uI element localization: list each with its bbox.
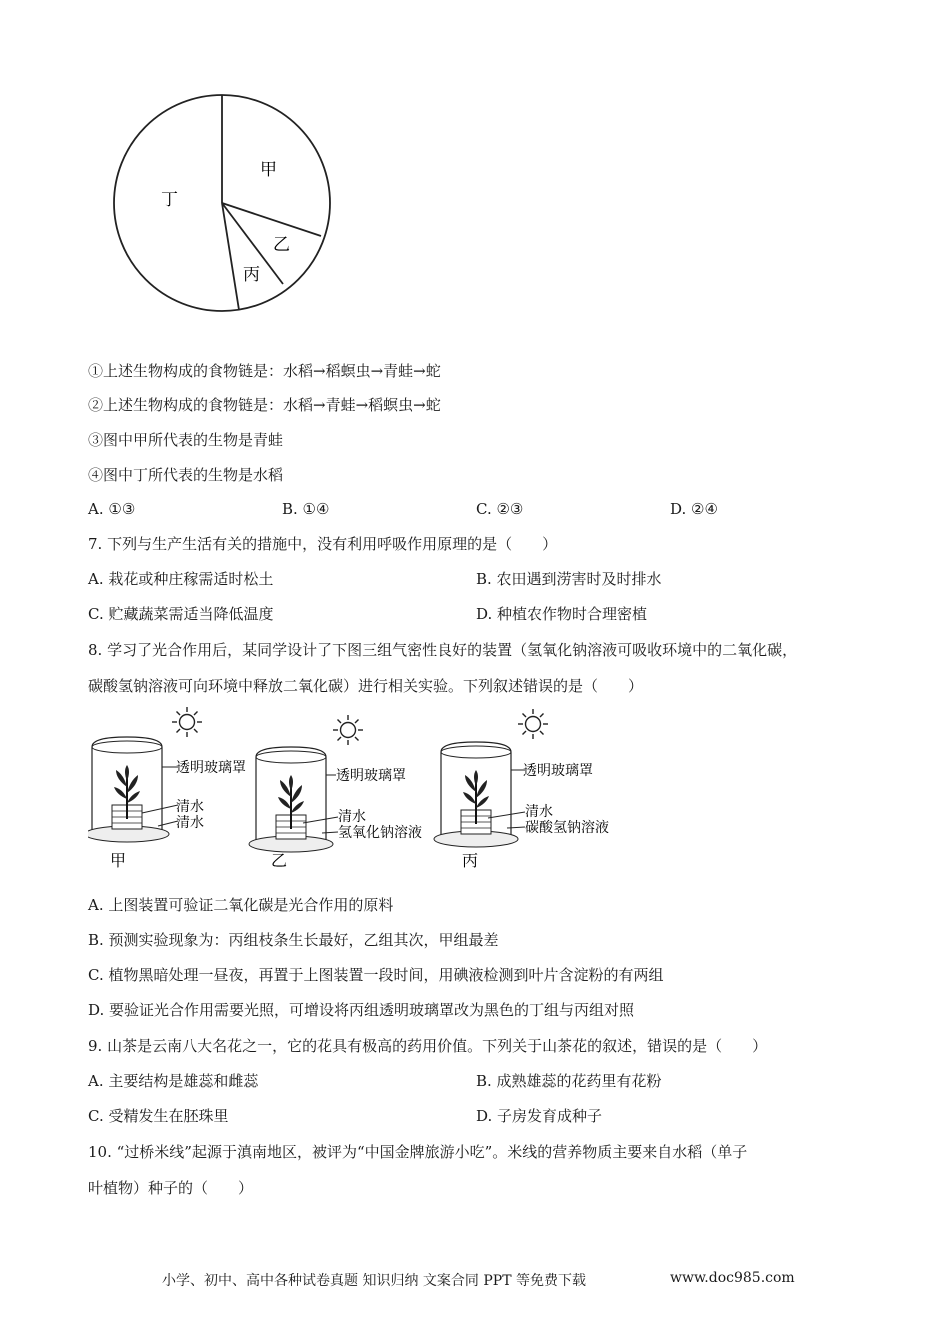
- q9-option-a: A. 主要结构是雄蕊和雌蕊: [88, 1072, 259, 1090]
- experiment-figure: [88, 700, 633, 875]
- q9-stem: 9. 山茶是云南八大名花之一，它的花具有极高的药用价值。下列关于山茶花的叙述，错误的是（ ）: [88, 1037, 768, 1055]
- pie-label-yi: 乙: [273, 235, 290, 255]
- group-jia-label-1: 透明玻璃罩: [176, 760, 246, 776]
- q7-option-a: A. 栽花或种庄稼需适时松土: [88, 570, 274, 588]
- pie-label-bing: 丙: [243, 265, 260, 285]
- group-jia-label-2: 清水: [176, 799, 204, 815]
- q8-option-c: C. 植物黑暗处理一昼夜，再置于上图装置一段时间，用碘液检测到叶片含淀粉的有两组: [88, 966, 664, 984]
- q8-option-a: A. 上图装置可验证二氧化碳是光合作用的原料: [88, 896, 394, 914]
- q6-option-d: D. ②④: [670, 500, 718, 518]
- q7-option-b: B. 农田遇到涝害时及时排水: [476, 570, 662, 588]
- group-yi-name: 乙: [271, 851, 288, 870]
- q8-option-b: B. 预测实验现象为：丙组枝条生长最好，乙组其次，甲组最差: [88, 931, 499, 949]
- q9-option-b: B. 成熟雄蕊的花药里有花粉: [476, 1072, 662, 1090]
- footer-text: 小学、初中、高中各种试卷真题 知识归纳 文案合同 PPT 等免费下载: [162, 1273, 586, 1289]
- pie-chart-figure: [105, 90, 340, 320]
- statement-1: ①上述生物构成的食物链是：水稻→稻螟虫→青蛙→蛇: [88, 362, 441, 380]
- statement-3: ③图中甲所代表的生物是青蛙: [88, 431, 284, 449]
- q9-option-d: D. 子房发育成种子: [476, 1107, 603, 1125]
- q8-stem-line1: 8. 学习了光合作用后，某同学设计了下图三组气密性良好的装置（氢氧化钠溶液可吸收环境中的二氧化碳，: [88, 641, 798, 659]
- group-jia-name: 甲: [110, 851, 127, 870]
- q7-option-c: C. 贮藏蔬菜需适当降低温度: [88, 605, 274, 623]
- q8-stem-line2: 碳酸氢钠溶液可向环境中释放二氧化碳）进行相关实验。下列叙述错误的是（ ）: [88, 677, 644, 695]
- q9-option-c: C. 受精发生在胚珠里: [88, 1107, 229, 1125]
- q6-option-b: B. ①④: [282, 500, 330, 518]
- group-bing-label-2: 清水: [525, 804, 553, 820]
- q6-option-c: C. ②③: [476, 500, 524, 518]
- footer-link[interactable]: www.doc985.com: [670, 1270, 795, 1286]
- pie-label-jia: 甲: [260, 160, 277, 180]
- group-yi-label-2: 清水: [338, 809, 366, 825]
- group-jia-label-3: 清水: [176, 815, 204, 831]
- q6-option-a: A. ①③: [88, 500, 136, 518]
- group-yi-label-1: 透明玻璃罩: [336, 768, 406, 784]
- group-bing-label-3: 碳酸氢钠溶液: [525, 820, 609, 836]
- statement-2: ②上述生物构成的食物链是：水稻→青蛙→稻螟虫→蛇: [88, 396, 441, 414]
- group-bing-label-1: 透明玻璃罩: [523, 763, 593, 779]
- group-yi-label-3: 氢氧化钠溶液: [338, 825, 422, 841]
- q7-option-d: D. 种植农作物时合理密植: [476, 605, 648, 623]
- statement-4: ④图中丁所代表的生物是水稻: [88, 466, 284, 484]
- q10-stem-line2: 叶植物）种子的（ ）: [88, 1179, 254, 1197]
- group-bing-name: 丙: [462, 851, 479, 870]
- q8-option-d: D. 要验证光合作用需要光照，可增设将丙组透明玻璃罩改为黑色的丁组与丙组对照: [88, 1001, 635, 1019]
- pie-label-ding: 丁: [161, 190, 178, 210]
- q10-stem-line1: 10. “过桥米线”起源于滇南地区，被评为“中国金牌旅游小吃”。米线的营养物质主要来自水稻（单子: [88, 1143, 748, 1161]
- q7-stem: 7. 下列与生产生活有关的措施中，没有利用呼吸作用原理的是（ ）: [88, 535, 558, 553]
